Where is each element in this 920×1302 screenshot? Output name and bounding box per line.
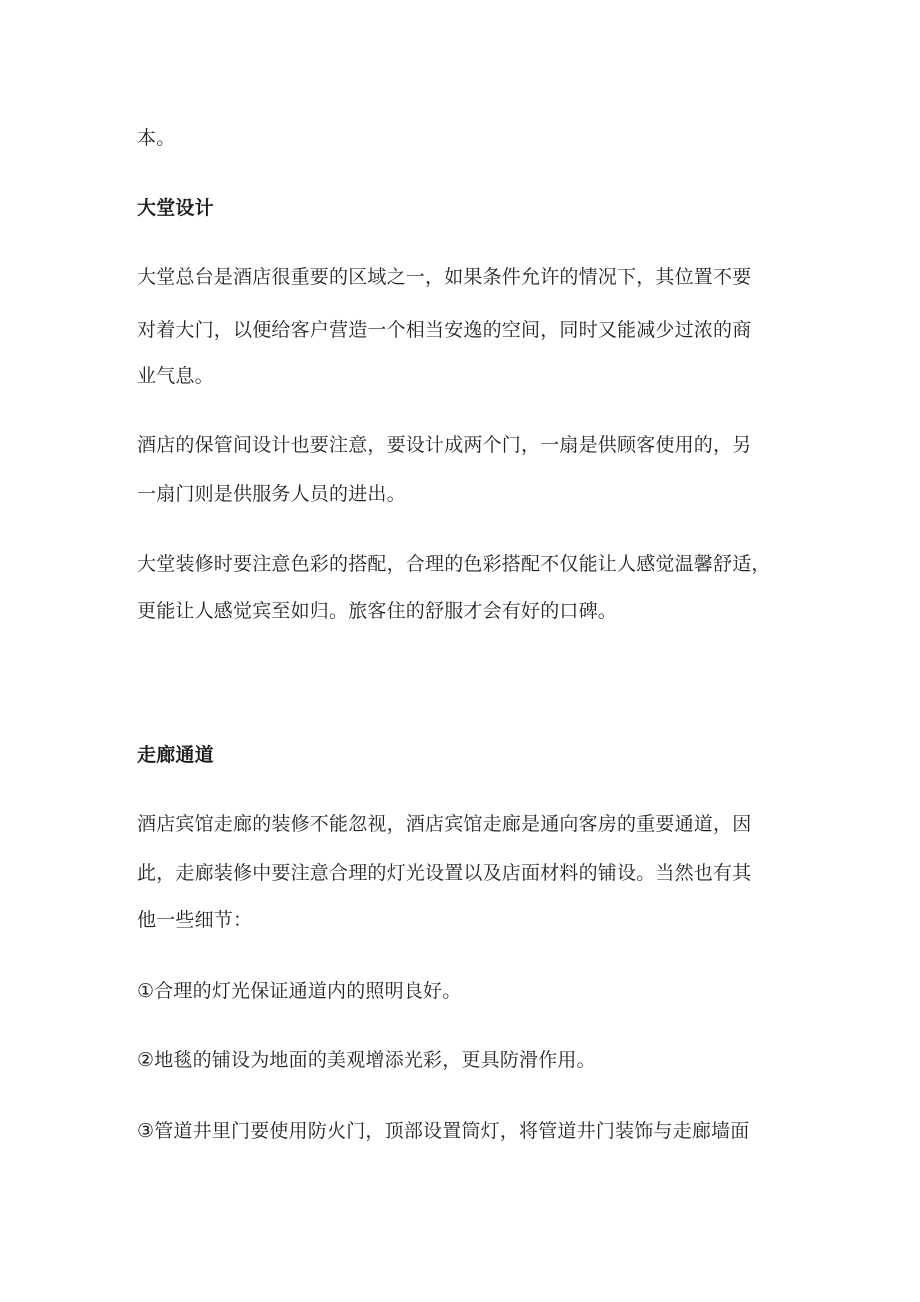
intro-tail-text: 本。 (137, 127, 176, 149)
paragraph-line: 酒店的保管间设计也要注意，要设计成两个门，一扇是供顾客使用的，另 (137, 434, 752, 456)
paragraph-line: 更能让人感觉宾至如归。旅客住的舒服才会有好的口碑。 (137, 600, 618, 622)
list-item: ①合理的灯光保证通道内的照明良好。 (137, 980, 462, 1002)
paragraph-line: 酒店宾馆走廊的装修不能忽视，酒店宾馆走廊是通向客房的重要通道，因 (137, 813, 752, 835)
list-item: ②地毯的铺设为地面的美观增添光彩，更具防滑作用。 (137, 1049, 596, 1071)
section-heading-lobby: 大堂设计 (137, 197, 214, 219)
paragraph-line: 一扇门则是供服务人员的进出。 (137, 483, 406, 505)
list-item: ③管道井里门要使用防火门，顶部设置筒灯，将管道井门装饰与走廊墙面 (137, 1120, 750, 1142)
paragraph-line: 此，走廊装修中要注意合理的灯光设置以及店面材料的铺设。当然也有其 (137, 862, 752, 884)
paragraph-line: 对着大门，以便给客户营造一个相当安逸的空间，同时又能减少过浓的商 (137, 319, 752, 341)
paragraph-line: 业气息。 (137, 365, 214, 387)
paragraph-line: 大堂总台是酒店很重要的区域之一，如果条件允许的情况下，其位置不要 (137, 266, 752, 288)
section-heading-corridor: 走廊通道 (137, 744, 214, 766)
paragraph-line: 他一些细节： (137, 909, 253, 931)
paragraph-line: 大堂装修时要注意色彩的搭配，合理的色彩搭配不仅能让人感觉温馨舒适， (137, 553, 771, 575)
